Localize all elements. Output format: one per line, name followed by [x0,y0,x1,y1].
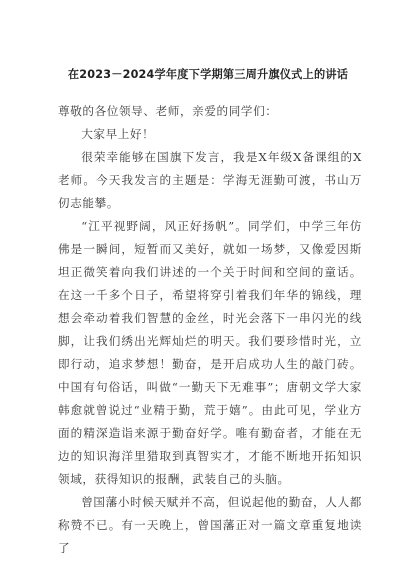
page-title: 在2023－2024学年度下学期第三周升旗仪式上的讲话 [67,68,349,81]
paragraph-body: “江平视野阔，风正好扬帆”。同学们，中学三年仿佛是一瞬间，短暂而又美好，就如一场梦，又像爱因斯坦正微笑着向我们讲述的一个关于时间和空间的童话。在这一千多个日子，希望将穿引着我们年华的锦线，理想会牵动着我们智慧的金丝，时光会落下一串闪光的线脚，让我们绣出光辉灿烂的明天。我们要珍惜时光，立即行动，追求梦想！勤奋，是开启成功人生的敲门砖。中国有句俗话，叫做“一勤天下无难事”；唐朝文学大家韩愈就曾说过“业精于勤，荒于嬉”。由此可见，学业方面的精深造诣来源于勤奋好学。唯有勤奋者，才能在无边的知识海洋里猎取到真智实才，才能不断地开拓知识领域，获得知识的报酬，武装自己的头脑。 [58,219,362,486]
paragraph-story: 曾国藩小时候天赋并不高，但说起他的勤奋，人人都称赞不已。有一天晚上，曾国藩正对一篇文章重复地读了 [58,495,362,555]
paragraph-intro: 很荣幸能够在国旗下发言，我是X年级X备课组的X老师。今天我发言的主题是：学海无涯勤可渡，书山万仞志能攀。 [58,150,362,210]
salutation: 尊敬的各位领导、老师，亲爱的同学们： [58,104,278,118]
paragraph-greeting: 大家早上好！ [81,127,155,141]
